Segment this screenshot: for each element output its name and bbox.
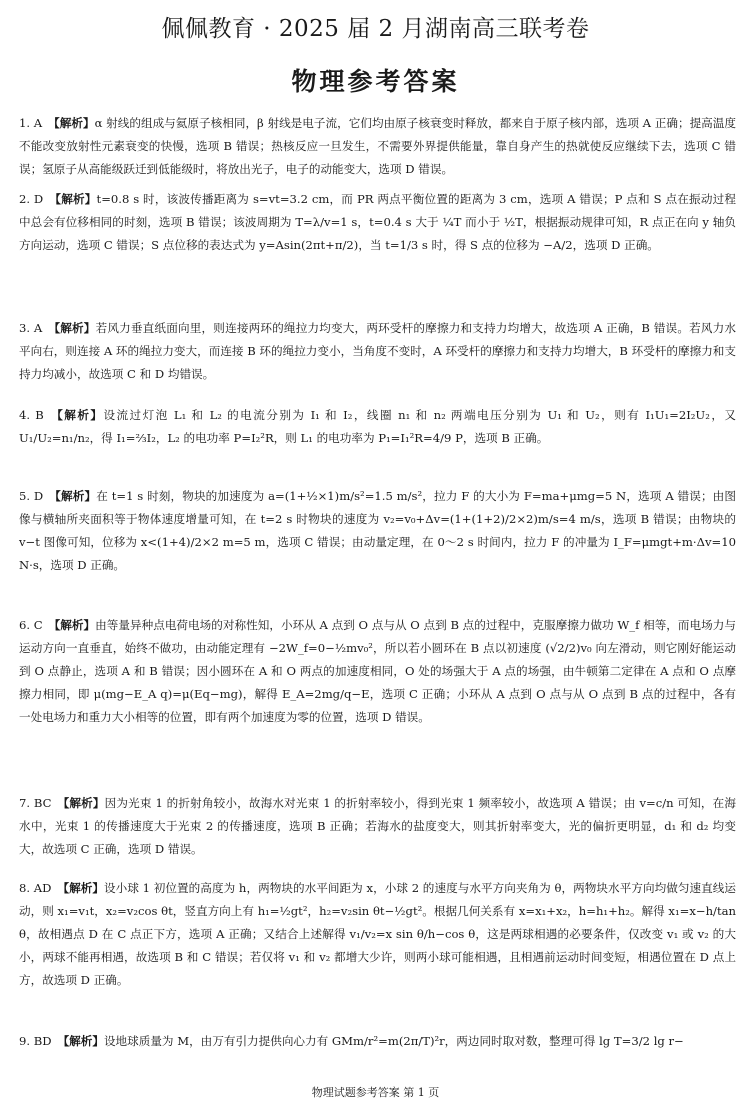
answer-number: 7. BC xyxy=(19,796,52,810)
answer-item xyxy=(19,317,736,386)
answer-text: 在 t=1 s 时刻，物块的加速度为 a=(1+½×1)m/s²=1.5 m/s²，拉力 F 的大小为 F=ma+μmg=5 N，选项 A 错误；由图像与横轴所夹面积等于物体速度增量可知，在 t=2 s 时物块的速度为 v₂=v₀+Δv=(1+(1+2)/2×2)m/s=4 m/s，选项 B 错误；由物块的 v−t 图像可知，位移为 x<(1+4)/2×2 m=5 m，选项 C 错误；由动量定理，在 0～2 s 时间内，拉力 F 的冲量为 I_F=μmgt+m·Δv=10 N·s，选项 D 正确。 xyxy=(19,489,736,572)
answer-number: 5. D xyxy=(19,489,44,503)
analysis-tag: 【解析】 xyxy=(48,321,96,335)
answer-number: 9. BD xyxy=(19,1034,52,1048)
answer-text: 设流过灯泡 L₁ 和 L₂ 的电流分别为 I₁ 和 I₂，线圈 n₁ 和 n₂ 两端电压分别为 U₁ 和 U₂，则有 I₁U₁=2I₂U₂，又 U₁/U₂=n₁/n₂，得 I₁=⅔I₂，L₂ 的电功率 P=I₂²R，则 L₁ 的电功率为 P₁=I₁²R=4/9 P，选项 B 正确。 xyxy=(19,408,736,445)
answer-number: 8. AD xyxy=(19,881,52,895)
analysis-tag: 【解析】 xyxy=(57,1034,104,1048)
analysis-tag: 【解析】 xyxy=(48,618,96,632)
answer-number: 1. A xyxy=(19,116,43,130)
answer-text: 设小球 1 初位置的高度为 h，两物块的水平间距为 x，小球 2 的速度与水平方向夹角为 θ，两物块水平方向均做匀速直线运动，则 x₁=v₁t，x₂=v₂cos θt，竖直方向上有 h₁=½gt²，h₂=v₂sin θt−½gt²。根据几何关系有 x=x₁+x₂，h=h₁+h₂。解得 x₁=x−h/tan θ，故相遇点 D 在 C 点正下方，选项 A 正确；又结合上述解得 v₁/v₂=x sin θ/h−cos θ，这是两球相遇的必要条件，仅改变 v₁ 或 v₂ 的大小，两球不能再相遇，故选项 B 和 C 错误；若仅将 v₁ 和 v₂ 都增大少许，则两小球可能相遇，且相遇前运动时间变短，相遇位置在 D 点上方，故选项 D 正确。 xyxy=(19,881,736,987)
page-title: 佩佩教育 · 2025 届 2 月湖南高三联考卷 xyxy=(161,16,590,42)
analysis-tag: 【解析】 xyxy=(57,881,105,895)
answer-text: 设地球质量为 M，由万有引力提供向心力有 GMm/r²=m(2π/T)²r，两边同时取对数，整理可得 lg T=3/2 lg r− xyxy=(103,1034,684,1048)
answer-item xyxy=(19,112,736,181)
page-footer: 物理试题参考答案 第 1 页 xyxy=(311,1086,440,1099)
answer-item xyxy=(19,877,736,992)
analysis-tag: 【解析】 xyxy=(57,796,105,810)
answer-text: t=0.8 s 时，该波传播距离为 s=vt=3.2 cm，而 PR 两点平衡位置的距离为 3 cm，选项 A 错误；P 点和 S 点在振动过程中总会有位移相同的时刻，选项 B 错误；该波周期为 T=λ/v=1 s，t=0.4 s 大于 ¼T 而小于 ½T，根据振动规律可知，R 点正在向 y 轴负方向运动，选项 C 错误；S 点位移的表达式为 y=Asin(2πt+π/2)，当 t=1/3 s 时，得 S 点的位移为 −A/2，选项 D 正确。 xyxy=(19,192,736,252)
answer-item xyxy=(19,188,736,257)
answer-number: 2. D xyxy=(19,192,44,206)
analysis-tag: 【解析】 xyxy=(49,408,104,422)
answer-item xyxy=(19,485,736,577)
analysis-tag: 【解析】 xyxy=(49,192,97,206)
answer-item xyxy=(19,614,736,729)
answer-number: 4. B xyxy=(19,408,44,422)
answer-text: α 射线的组成与氦原子核相同，β 射线是电子流，它们均由原子核衰变时释放，都来自于原子核内部，选项 A 正确；提高温度不能改变放射性元素衰变的快慢，选项 B 错误；热核反应一旦发生，不需要外界提供能量，靠自身产生的热就使反应继续下去，选项 C 错误；氢原子从高能级跃迁到低能级时，将放出光子，电子的动能变大，选项 D 错误。 xyxy=(19,116,736,176)
analysis-tag: 【解析】 xyxy=(49,489,97,503)
answer-number: 3. A xyxy=(19,321,43,335)
answer-item xyxy=(19,404,736,450)
answer-text: 因为光束 1 的折射角较小，故海水对光束 1 的折射率较小，得到光束 1 频率较小，故选项 A 错误；由 v=c/n 可知，在海水中，光束 1 的传播速度大于光束 2 的传播速度，选项 B 正确；若海水的盐度变大，则其折射率变大，光的偏折更明显，d₁ 和 d₂ 均变大，故选项 C 正确，选项 D 错误。 xyxy=(19,796,736,856)
analysis-tag: 【解析】 xyxy=(48,116,95,130)
answer-text: 由等量异种点电荷电场的对称性知，小环从 A 点到 O 点与从 O 点到 B 点的过程中，克服摩擦力做功 W_f 相等，而电场力与运动方向一直垂直，始终不做功，由动能定理有 −2W_f=0−½mv₀²，所以若小圆环在 B 点以初速度 (√2/2)v₀ 向左滑动，则它刚好能运动到 O 点静止，选项 A 和 B 错误；因小圆环在 A 和 O 两点的加速度相同，O 处的场强大于 A 点的场强，由牛顿第二定律在 A 点和 O 点摩擦力相同，即 μ(mg−E_A q)=μ(Eq−mg)，解得 E_A=2mg/q−E，选项 C 正确；小环从 A 点到 O 点与从 O 点到 B 点的过程中，各有一处电场力和重力大小相等的位置，即有两个加速度为零的位置，选项 D 错误。 xyxy=(19,618,736,724)
page-subtitle: 物理参考答案 xyxy=(291,67,460,96)
answer-number: 6. C xyxy=(19,618,43,632)
answer-item xyxy=(19,792,736,861)
answer-text: 若风力垂直纸面向里，则连接两环的绳拉力均变大，两环受杆的摩擦力和支持力均增大，故选项 A 正确，B 错误。若风力水平向右，则连接 A 环的绳拉力变大，而连接 B 环的绳拉力变小，当角度不变时，A 环受杆的摩擦力和支持力均增大，B 环受杆的摩擦力和支持力均减小，故选项 C 和 D 均错误。 xyxy=(19,321,736,381)
answer-item xyxy=(19,1030,736,1053)
